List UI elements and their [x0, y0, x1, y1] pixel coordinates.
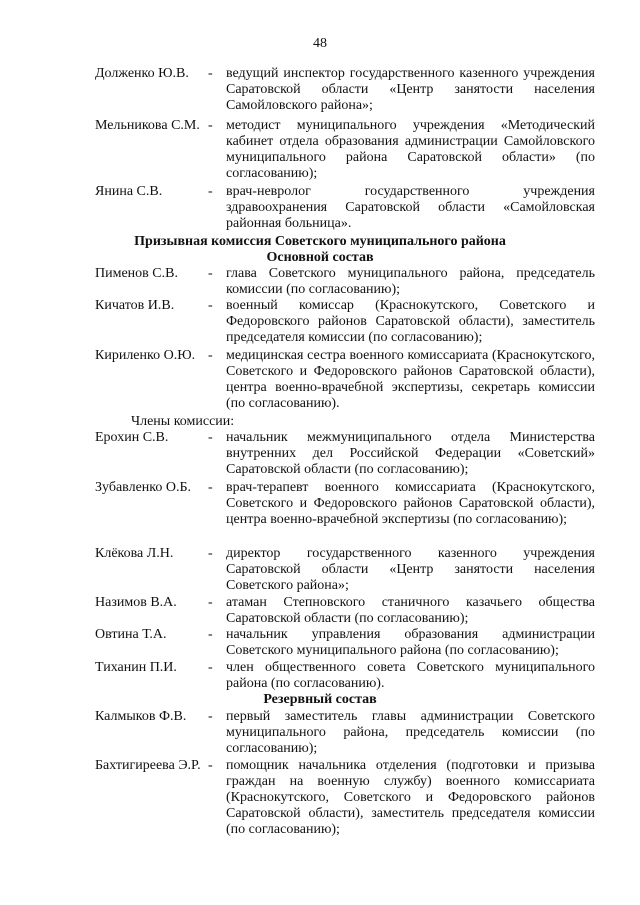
person-name: Клёкова Л.Н. [95, 546, 174, 561]
dash-separator: - [208, 348, 213, 363]
list-item [95, 595, 595, 627]
list-item [95, 298, 595, 346]
person-name: Зубавленко О.Б. [95, 480, 192, 495]
list-item [95, 758, 595, 838]
list-item [95, 66, 595, 114]
position-description: ведущий инспектор государственного казенного учреждения Саратовской области «Центр занятости населения Самойловского района»; [226, 66, 595, 113]
position-description: начальник межмуниципального отдела Министерства внутренних дел Российской Федерации «Советский» Саратовской области (по согласованию); [226, 430, 595, 477]
dash-separator: - [208, 546, 213, 561]
person-name: Назимов В.А. [95, 595, 177, 610]
list-item [95, 709, 595, 757]
person-name: Тиханин П.И. [95, 660, 177, 675]
person-name: Кириленко О.Ю. [95, 348, 196, 363]
position-description: директор государственного казенного учреждения Саратовской области «Центр занятости населения Советского района»; [226, 546, 595, 593]
section-heading: Призывная комиссия Советского муниципального района [134, 234, 506, 249]
person-name: Ерохин С.В. [95, 430, 169, 445]
position-description: помощник начальника отделения (подготовки и призыва граждан на военную службу) военного комиссариата (Краснокутского, Советского и Федоровского районов Саратовской области), заместитель председателя комиссии (по согласованию); [226, 758, 595, 837]
position-description: начальник управления образования администрации Советского муниципального района (по согласованию); [226, 627, 595, 658]
dash-separator: - [208, 430, 213, 445]
list-item [95, 627, 595, 659]
position-description: глава Советского муниципального района, председатель комиссии (по согласованию); [226, 266, 595, 297]
person-name: Янина С.В. [95, 184, 163, 199]
person-name: Мельникова С.М. [95, 118, 200, 133]
members-label: Члены комиссии: [131, 414, 235, 429]
person-name: Овтина Т.А. [95, 627, 167, 642]
dash-separator: - [208, 660, 213, 675]
list-item [95, 660, 595, 692]
position-description: врач-терапевт военного комиссариата (Краснокутского, Советского и Федоровского районов Саратовской области), центра военно-врачебной экспертизы (по согласованию); [226, 480, 595, 527]
dash-separator: - [208, 118, 213, 133]
list-item [95, 118, 595, 182]
dash-separator: - [208, 709, 213, 724]
dash-separator: - [208, 480, 213, 495]
list-item [95, 480, 595, 528]
person-name: Кичатов И.В. [95, 298, 175, 313]
list-item [95, 266, 595, 298]
position-description: атаман Степновского станичного казачьего общества Саратовской области (по согласованию); [226, 595, 595, 626]
page-number: 48 [313, 36, 327, 51]
list-item [95, 546, 595, 594]
list-item [95, 184, 595, 232]
section-subheading: Резервный состав [263, 692, 377, 707]
person-name: Бахтигиреева Э.Р. [95, 758, 201, 773]
position-description: методист муниципального учреждения «Методический кабинет отдела образования администрации Самойловского муниципального района Саратовской области» (по согласованию); [226, 118, 595, 181]
position-description: первый заместитель главы администрации Советского муниципального района, председатель комиссии (по согласованию); [226, 709, 595, 756]
dash-separator: - [208, 595, 213, 610]
person-name: Пименов С.В. [95, 266, 178, 281]
position-description: военный комиссар (Краснокутского, Советского и Федоровского районов Саратовской области), заместитель председателя комиссии (по согласованию); [226, 298, 595, 345]
dash-separator: - [208, 184, 213, 199]
list-item [95, 348, 595, 412]
dash-separator: - [208, 758, 213, 773]
section-subheading: Основной состав [266, 250, 374, 265]
dash-separator: - [208, 627, 213, 642]
dash-separator: - [208, 66, 213, 81]
position-description: врач-невролог государственного учреждения здравоохранения Саратовской области «Самойловская районная больница». [226, 184, 595, 231]
person-name: Долженко Ю.В. [95, 66, 189, 81]
dash-separator: - [208, 298, 213, 313]
position-description: член общественного совета Советского муниципального района (по согласованию). [226, 660, 595, 691]
person-name: Калмыков Ф.В. [95, 709, 187, 724]
list-item [95, 430, 595, 478]
position-description: медицинская сестра военного комиссариата (Краснокутского, Советского и Федоровского районов Саратовской области), центра военно-врачебной экспертизы, секретарь комиссии (по согласованию). [226, 348, 595, 411]
dash-separator: - [208, 266, 213, 281]
